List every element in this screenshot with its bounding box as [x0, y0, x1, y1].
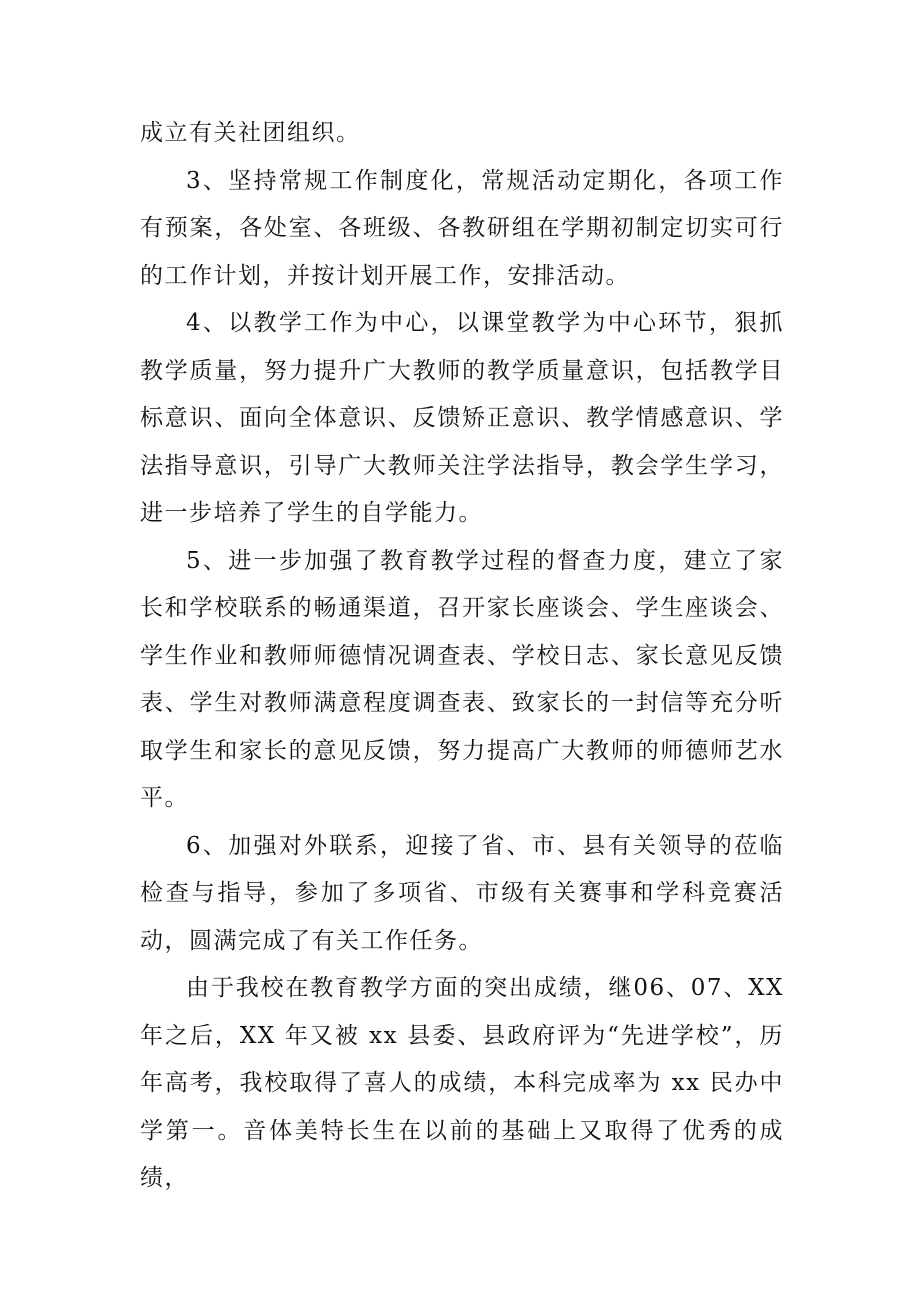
paragraph-2: 3、坚持常规工作制度化，常规活动定期化，各项工作有预案，各处室、各班级、各教研组在学期初制定切实可行的工作计划，并按计划开展工作，安排活动。	[140, 167, 784, 289]
paragraph-6: 由于我校在教育教学方面的突出成绩，继06、07、XX年之后，XX 年又被 xx 县委、县政府评为“先进学校”，历年高考，我校取得了喜人的成绩，本科完成率为 xx 民办中学第一。音体美特长生在以前的基础上又取得了优秀的成绩，	[140, 975, 784, 1191]
paragraph-4: 5、进一步加强了教育教学过程的督查力度，建立了家长和学校联系的畅通渠道，召开家长座谈会、学生座谈会、学生作业和教师师德情况调查表、学校日志、家长意见反馈表、学生对教师满意程度调查表、致家长的一封信等充分听取学生和家长的意见反馈，努力提高广大教师的师德师艺水平。	[140, 547, 784, 811]
paragraph-5: 6、加强对外联系，迎接了省、市、县有关领导的莅临检查与指导，参加了多项省、市级有关赛事和学科竞赛活动，圆满完成了有关工作任务。	[140, 832, 784, 954]
paragraph-1: 成立有关社团组织。	[140, 120, 361, 146]
document-body	[140, 110, 784, 1203]
paragraph-3: 4、以教学工作为中心，以课堂教学为中心环节，狠抓教学质量，努力提升广大教师的教学质量意识，包括教学目标意识、面向全体意识、反馈矫正意识、教学情感意识、学法指导意识，引导广大教师关注学法指导，教会学生学习，进一步培养了学生的自学能力。	[140, 310, 784, 526]
